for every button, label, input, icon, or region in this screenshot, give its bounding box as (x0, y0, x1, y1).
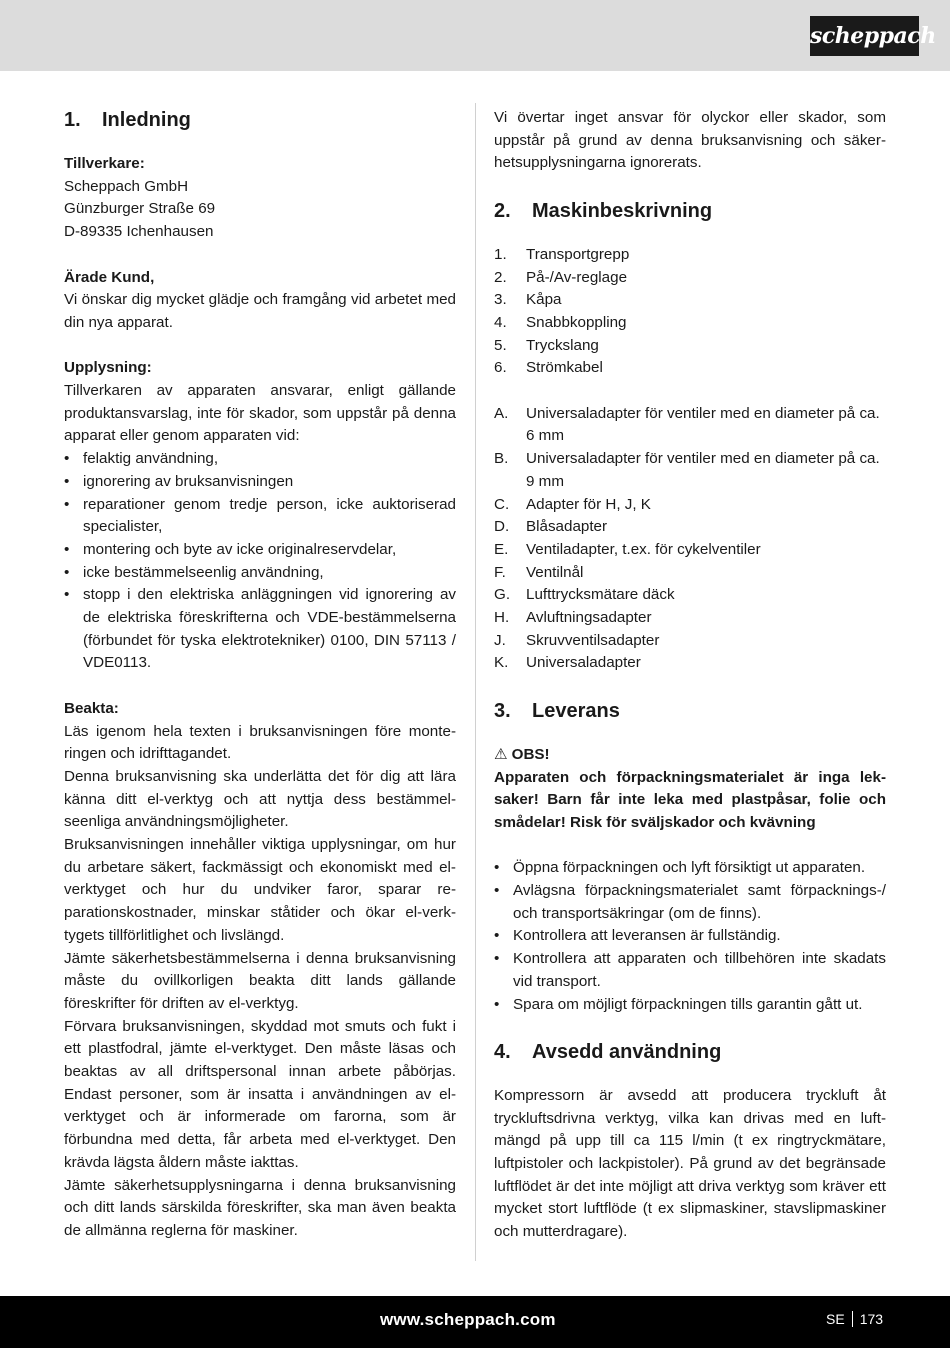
list-item: A. Universaladapter för ventiler med en diameter på ca. 6 mm (494, 404, 880, 445)
section-3-heading: 3. Leverans (494, 699, 620, 722)
greeting-label: Ärade Kund, (64, 268, 155, 286)
note-label: Beakta: (64, 699, 119, 717)
manufacturer-line: Günzburger Straße 69 (64, 200, 216, 218)
note-paragraph: Jämte säkerhetsbestämmelserna i denna bruksanvisning måste du ovillkorligen beakta ditt lands gällande föreskrifter för driften av el-verktyg. (64, 949, 456, 1012)
language-code: SE (826, 1311, 845, 1327)
left-column (64, 107, 456, 1243)
page-num: 173 (859, 1311, 884, 1327)
column-divider (475, 103, 476, 1261)
note-paragraph: Jämte säkerhetsupplysningarna i denna bruksanvisning och ditt lands särskilda föreskrifter, ska man även beakta de allmänna reglerna för maskiner. (64, 1176, 456, 1239)
parts-lettered-list (494, 403, 886, 675)
warning-block (494, 744, 886, 835)
list-item: B. Universaladapter för ventiler med en diameter på ca. 9 mm (494, 450, 880, 490)
list-item: K. Universaladapter (494, 654, 641, 672)
intended-use-text: Kompressorn är avsedd att producera tryckluft åt tryckluftsdrivna verktyg, vilka kan drivas med en luftmängd på upp till ca 115 l/min (t ex ringtryckmätare, luftpistoler och lackpistoler). På grund av det begränsade luftflödet är det inte möjligt att driva verktyg som kräver ett mycket stort luftflöde (t ex slipmaskiner, stavslipmaskiner och mutterdragare). (494, 1086, 886, 1241)
warning-text: Apparaten och förpackningsmaterialet är inga leksaker! Barn får inte leka med plastpåsar, folie och smådelar! Risk för sväljskador och kvävning (494, 768, 886, 831)
list-item: E. Ventiladapter, t.ex. för cykelventiler (494, 540, 761, 558)
list-item: • icke bestämmelseenlig användning, (64, 562, 456, 585)
delivery-list (494, 857, 886, 1016)
list-item: H. Avluftningsadapter (494, 609, 652, 627)
liability-text: Tillverkaren av apparaten ansvarar, enligt gällande produktansvarslag, inte för skador, som uppstår på denna apparat eller genom apparaten vid: (64, 382, 456, 445)
page-footer (0, 1296, 950, 1348)
page-header (0, 0, 950, 71)
list-item: • Spara om möjligt förpackningen tills garantin gått ut. (494, 994, 886, 1017)
list-item: 2. På-/Av-reglage (494, 268, 628, 286)
liability-list (64, 448, 456, 675)
disclaimer-text: Vi övertar inget ansvar för olyckor eller skador, som uppstår på grund av denna bruksanvisning och säkerhetsupplysningarna ignorerats. (494, 109, 886, 172)
manufacturer-block (64, 153, 456, 244)
list-item: • Öppna förpackningen och lyft försiktigt ut apparaten. (494, 857, 886, 880)
list-item: 1. Transportgrepp (494, 245, 630, 263)
list-item: • felaktig användning, (64, 448, 456, 471)
list-item: 5. Tryckslang (494, 336, 599, 354)
list-item: F. Ventilnål (494, 563, 584, 581)
scheppach-logo: scheppach (810, 16, 919, 56)
liability-block (64, 357, 456, 675)
list-item: 6. Strömkabel (494, 359, 603, 377)
list-item: G. Lufttrycksmätare däck (494, 586, 675, 604)
section-1-heading: 1. Inledning (64, 109, 191, 131)
manufacturer-line: D-89335 Ichenhausen (64, 223, 214, 241)
manufacturer-line: Scheppach GmbH (64, 177, 189, 195)
right-column (494, 107, 886, 1244)
page-separator (852, 1311, 853, 1327)
list-item: C. Adapter för H, J, K (494, 495, 651, 513)
list-item: • Avlägsna förpackningsmaterialet samt förpacknings-/ och transportsäkringar (om de finns). (494, 880, 886, 925)
list-item: • montering och byte av icke originalreservdelar, (64, 539, 456, 562)
list-item: • stopp i den elektriska anläggningen vid ignorering av de elektriska föreskrifterna och VDE-bestämmelserna (förbundet för tyska elektrotekniker) 0100, DIN 57113 / VDE0113. (64, 584, 456, 675)
list-item: J. Skruvventilsadapter (494, 631, 660, 649)
liability-label: Upplysning: (64, 359, 152, 377)
manufacturer-label: Tillverkare: (64, 155, 145, 172)
parts-numbered-list (494, 244, 886, 380)
section-2-heading: 2. Maskinbeskrivning (494, 199, 713, 222)
section-4-heading: 4. Avsedd användning (494, 1040, 722, 1063)
website-link[interactable]: www.scheppach.com (380, 1310, 556, 1329)
note-paragraph: Denna bruksanvisning ska underlätta det för dig att lära känna ditt el-verktyg och att nyttja dess bestämmelseenliga användningsmöjligheter. (64, 767, 456, 831)
note-paragraph: Förvara bruksanvisningen, skyddad mot smuts och fukt i ett plastfodral, jämte el-verktyget. Den måste läsas och beaktas av all driftspersonal innan arbete påbörjas. Endast personer, som är insatta i användningen av el-verktyget och är informerade om farorna, som är förbundna med detta, får arbeta med el-verktyget. Den krävda lägsta åldern måste iakttas. (64, 1017, 456, 1171)
list-item: 4. Snabbkoppling (494, 313, 627, 331)
note-block (64, 698, 456, 1243)
greeting-block (64, 267, 456, 335)
note-paragraph: Bruksanvisningen innehåller viktiga upplysningar, om hur du arbetare säkert, fackmässigt och ekonomiskt med el-verktyget och hur du undviker faror, sparar reparationskostnader, minskar ståtider och ökar el-verktygets tillförlitlighet och livslängd. (64, 836, 456, 944)
list-item: • ignorering av bruksanvisningen (64, 471, 456, 494)
note-paragraph: Läs igenom hela texten i bruksanvisningen före monteringen och idrifttagandet. (64, 722, 456, 763)
list-item: D. Blåsadapter (494, 518, 608, 536)
list-item: • reparationer genom tredje person, icke auktoriserad specialister, (64, 494, 456, 539)
warning-title: ⚠ OBS! (494, 744, 886, 767)
list-item: • Kontrollera att leveransen är fullständig. (494, 925, 886, 948)
greeting-text: Vi önskar dig mycket glädje och framgång vid arbetet med din nya apparat. (64, 291, 456, 331)
warning-triangle-icon: ⚠ (494, 745, 508, 763)
page-number (826, 1311, 883, 1327)
list-item: • Kontrollera att apparaten och tillbehören inte skadats vid transport. (494, 948, 886, 993)
list-item: 3. Kåpa (494, 291, 562, 309)
